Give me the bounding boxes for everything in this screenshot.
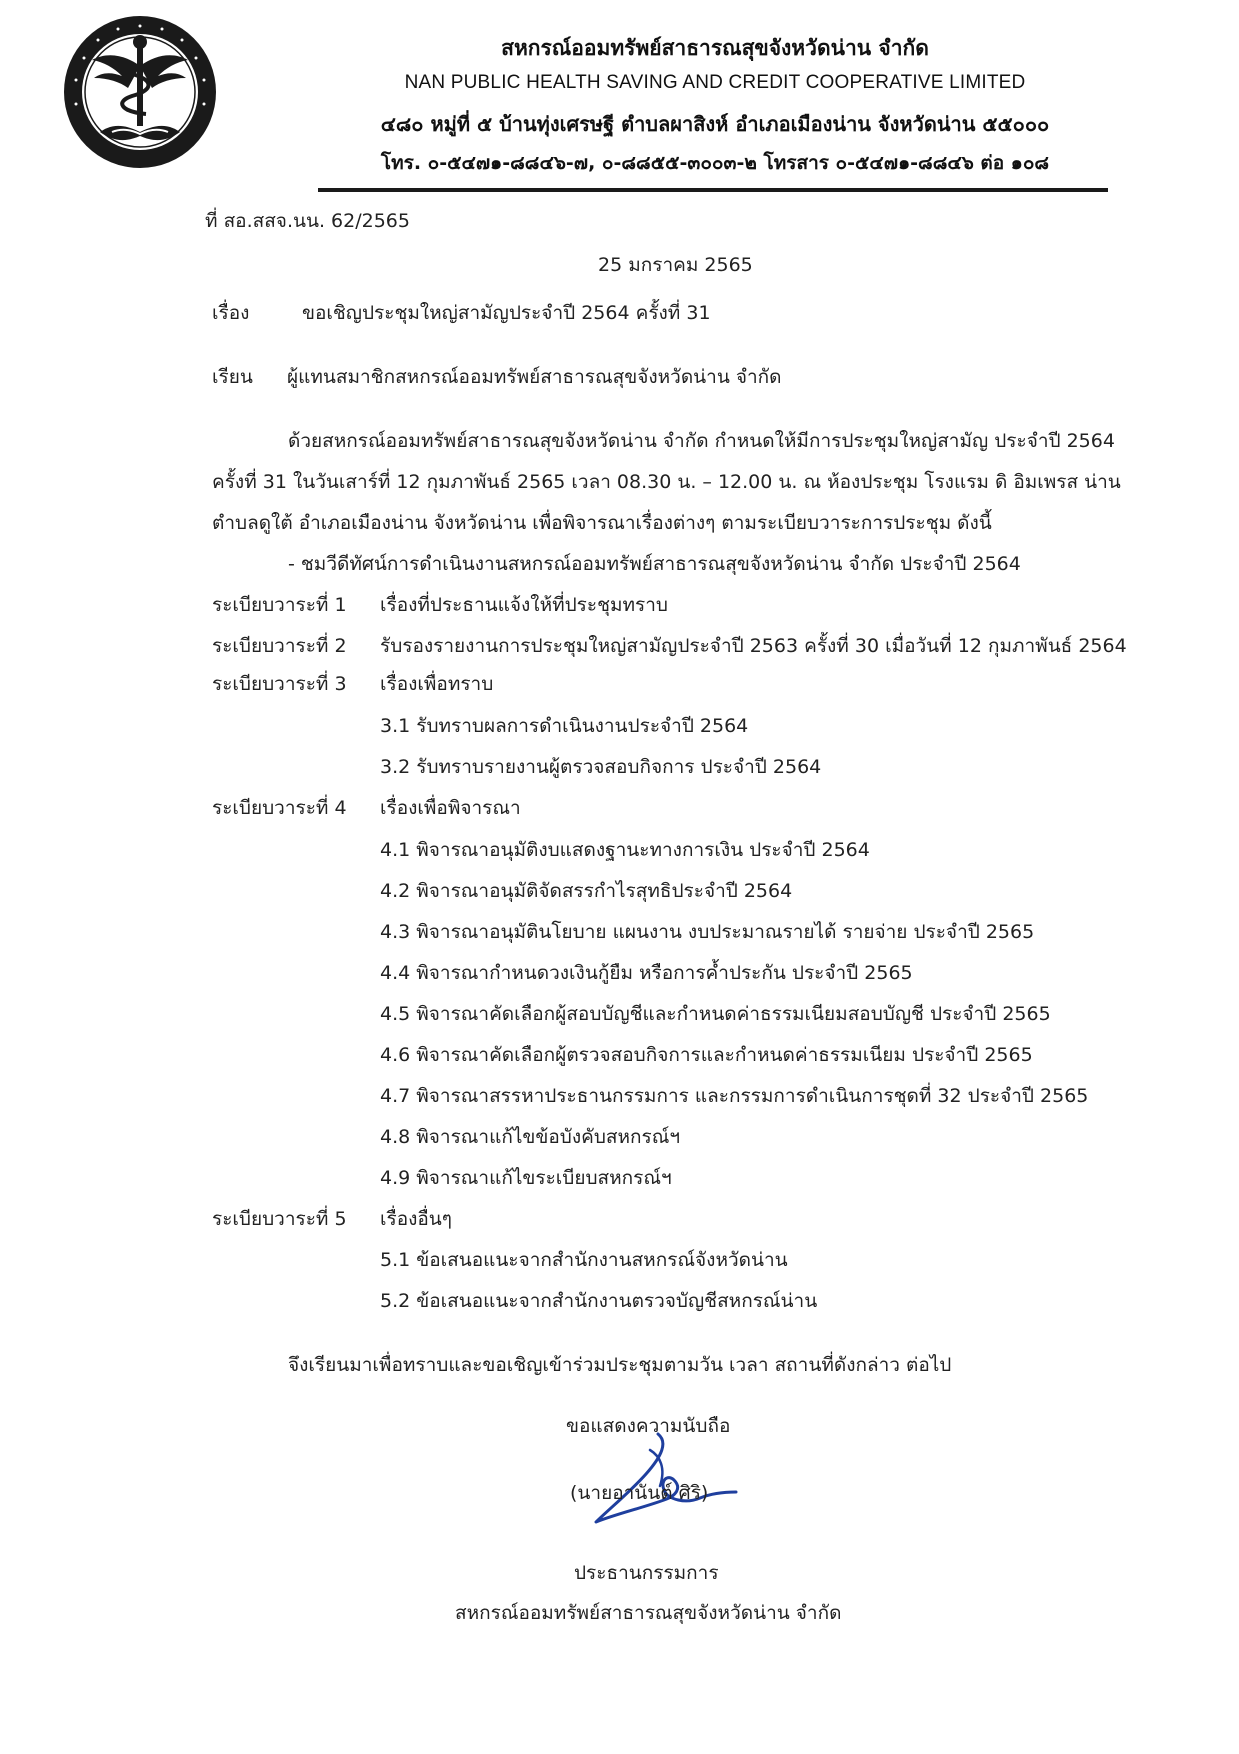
agenda-label: ระเบียบวาระที่ 5: [212, 1208, 347, 1230]
agenda-item: 4.8 พิจารณาแก้ไขข้อบังคับสหกรณ์ฯ: [380, 1126, 681, 1148]
agenda-title: เรื่องเพื่อพิจารณา: [380, 797, 521, 819]
agenda-title: เรื่องเพื่อทราบ: [380, 673, 494, 695]
letter-date: 25 มกราคม 2565: [598, 254, 753, 276]
agenda-item: 4.7 พิจารณาสรรหาประธานกรรมการ และกรรมการดำเนินการชุดที่ 32 ประจำปี 2565: [380, 1085, 1089, 1107]
agenda-item: 4.3 พิจารณาอนุมัตินโยบาย แผนงาน งบประมาณรายได้ รายจ่าย ประจำปี 2565: [380, 921, 1035, 943]
letterhead-divider: [318, 188, 1108, 192]
agenda-label: ระเบียบวาระที่ 2: [212, 635, 347, 657]
agenda-item: 4.6 พิจารณาคัดเลือกผู้ตรวจสอบกิจการและกำหนดค่าธรรมเนียม ประจำปี 2565: [380, 1044, 1033, 1066]
agenda-title: เรื่องที่ประธานแจ้งให้ที่ประชุมทราบ: [380, 594, 668, 616]
signer-position: ประธานกรรมการ: [574, 1562, 719, 1584]
agenda-item: 5.1 ข้อเสนอแนะจากสำนักงานสหกรณ์จังหวัดน่าน: [380, 1249, 788, 1271]
agenda-label: ระเบียบวาระที่ 4: [212, 797, 347, 819]
letterhead-org-name-th: สหกรณ์ออมทรัพย์สาธารณสุขจังหวัดน่าน จำกัด: [501, 36, 929, 60]
recipient-label: เรียน: [212, 366, 253, 388]
letterhead-address: ๔๘๐ หมู่ที่ ๕ บ้านทุ่งเศรษฐี ตำบลผาสิงห์ อำเภอเมืองน่าน จังหวัดน่าน ๕๕๐๐๐: [380, 112, 1050, 136]
agenda-item: 5.2 ข้อเสนอแนะจากสำนักงานตรวจบัญชีสหกรณ์น่าน: [380, 1290, 818, 1312]
signer-name: (นายอานันต์ ศิริ): [570, 1482, 709, 1504]
agenda-label: ระเบียบวาระที่ 3: [212, 673, 347, 695]
cooperative-seal-logo: [62, 14, 218, 170]
agenda-item: 3.2 รับทราบรายงานผู้ตรวจสอบกิจการ ประจำปี 2564: [380, 756, 822, 778]
agenda-item: 4.2 พิจารณาอนุมัติจัดสรรกำไรสุทธิประจำปี 2564: [380, 880, 793, 902]
regards-line: ขอแสดงความนับถือ: [566, 1415, 731, 1437]
agenda-item: 4.9 พิจารณาแก้ไขระเบียบสหกรณ์ฯ: [380, 1167, 672, 1189]
agenda-title: เรื่องอื่นๆ: [380, 1208, 452, 1230]
subject-label: เรื่อง: [212, 302, 250, 324]
agenda-title: รับรองรายงานการประชุมใหญ่สามัญประจำปี 2563 ครั้งที่ 30 เมื่อวันที่ 12 กุมภาพันธ์ 2564: [380, 635, 1127, 657]
agenda-item: 3.1 รับทราบผลการดำเนินงานประจำปี 2564: [380, 715, 749, 737]
recipient-text: ผู้แทนสมาชิกสหกรณ์ออมทรัพย์สาธารณสุขจังหวัดน่าน จำกัด: [287, 366, 782, 388]
subject-text: ขอเชิญประชุมใหญ่สามัญประจำปี 2564 ครั้งที่ 31: [302, 302, 711, 324]
signer-organization: สหกรณ์ออมทรัพย์สาธารณสุขจังหวัดน่าน จำกัด: [455, 1602, 842, 1624]
agenda-label: ระเบียบวาระที่ 1: [212, 594, 347, 616]
body-line: - ชมวีดีทัศน์การดำเนินงานสหกรณ์ออมทรัพย์สาธารณสุขจังหวัดน่าน จำกัด ประจำปี 2564: [288, 553, 1021, 575]
closing-line: จึงเรียนมาเพื่อทราบและขอเชิญเข้าร่วมประชุมตามวัน เวลา สถานที่ดังกล่าว ต่อไป: [288, 1354, 952, 1376]
letter-reference: ที่ สอ.สสจ.นน. 62/2565: [205, 210, 410, 232]
body-line: ด้วยสหกรณ์ออมทรัพย์สาธารณสุขจังหวัดน่าน จำกัด กำหนดให้มีการประชุมใหญ่สามัญ ประจำปี 2564: [288, 430, 1115, 452]
body-line: ครั้งที่ 31 ในวันเสาร์ที่ 12 กุมภาพันธ์ 2565 เวลา 08.30 น. – 12.00 น. ณ ห้องประชุม โรงแรม ดิ อิมเพรส น่าน: [212, 471, 1121, 493]
agenda-item: 4.1 พิจารณาอนุมัติงบแสดงฐานะทางการเงิน ประจำปี 2564: [380, 839, 870, 861]
agenda-item: 4.5 พิจารณาคัดเลือกผู้สอบบัญชีและกำหนดค่าธรรมเนียมสอบบัญชี ประจำปี 2565: [380, 1003, 1051, 1025]
letterhead-org-name-en: NAN PUBLIC HEALTH SAVING AND CREDIT COOPERATIVE LIMITED: [404, 72, 1026, 93]
agenda-item: 4.4 พิจารณากำหนดวงเงินกู้ยืม หรือการค้ำประกัน ประจำปี 2565: [380, 962, 913, 984]
letterhead-phone: โทร. ๐-๕๔๗๑-๘๘๔๖-๗, ๐-๘๘๕๕-๓๐๐๓-๒ โทรสาร ๐-๕๔๗๑-๘๘๔๖ ต่อ ๑๐๘: [380, 152, 1050, 174]
body-line: ตำบลดูใต้ อำเภอเมืองน่าน จังหวัดน่าน เพื่อพิจารณาเรื่องต่างๆ ตามระเบียบวาระการประชุม ดังนี้: [212, 512, 992, 534]
